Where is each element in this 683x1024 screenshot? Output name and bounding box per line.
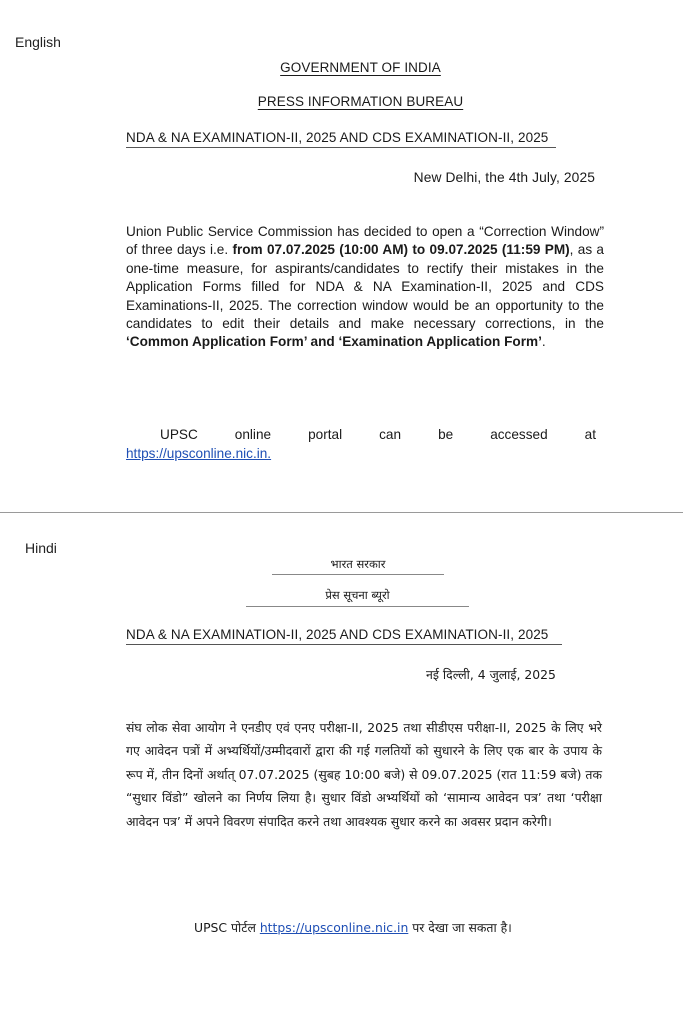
section-label-hindi: Hindi	[25, 540, 57, 556]
section-divider	[0, 512, 683, 513]
subject-line	[126, 130, 596, 148]
para-text-2: , as a one-time measure, for aspirants/candidates to rectify their mistakes in the Application Forms filled for NDA & NA Examination-II, 2025 and CDS Examinations-II, 2025. The correction window would be an opportunity to the candidates to edit their details and make necessary corrections, in the	[126, 242, 604, 332]
header-pib-text: PRESS INFORMATION BUREAU	[257, 94, 464, 109]
para-dates: from 07.07.2025 (10:00 AM) to 09.07.2025 (11:59 PM)	[232, 242, 570, 258]
para-text-3: .	[541, 334, 546, 350]
subject-text: NDA & NA EXAMINATION-II, 2025 AND CDS EXAMINATION-II, 2025	[126, 130, 556, 148]
hindi-subject-text: NDA & NA EXAMINATION-II, 2025 AND CDS EXAMINATION-II, 2025	[126, 627, 562, 645]
portal-word: at	[584, 427, 596, 442]
para-text-1: Union Public Service Commission has decided to open a “Correction Window” of three days i.e.	[126, 224, 604, 258]
dateline: New Delhi, the 4th July, 2025	[413, 170, 595, 185]
hindi-body-paragraph: संघ लोक सेवा आयोग ने एनडीए एवं एनए परीक्षा-II, 2025 तथा सीडीएस परीक्षा-II, 2025 के लिए भरे गए आवेदन पत्रों में अभ्यर्थियों/उम्मीदवारों द्वारा की गई गलतियों को सुधारने के लिए एक बार के उपाय के रूप में, तीन दिनों अर्थात् 07.07.2025 (सुबह 10:00 बजे) से 09.07.2025 (रात 11:59 बजे) तक “सुधार विंडो” खोलने का निर्णय लिया है। सुधार विंडो अभ्यर्थियों को ‘सामान्य आवेदन पत्र’ तथा ‘परीक्षा आवेदन पत्र’ में अपने विवरण संपादित करने तथा आवश्यक सुधार करने का अवसर प्रदान करेगी।	[126, 720, 602, 829]
hindi-subject-line	[126, 627, 596, 645]
hindi-header-government: भारत सरकार	[330, 557, 386, 571]
portal-word: can	[379, 427, 402, 442]
portal-word: UPSC	[160, 427, 198, 442]
hindi-header-pib: प्रेस सूचना ब्यूरो	[325, 588, 390, 602]
header-government	[0, 60, 683, 75]
header-government-text: GOVERNMENT OF INDIA	[280, 60, 441, 75]
hindi-header-rule	[272, 574, 444, 575]
portal-paragraph	[126, 426, 596, 466]
hindi-portal-link[interactable]: https://upsconline.nic.in	[259, 920, 409, 935]
hindi-portal-paragraph	[194, 916, 614, 939]
hindi-dateline: नई दिल्ली, 4 जुलाई, 2025	[426, 667, 556, 682]
hindi-header-rule	[246, 606, 469, 607]
portal-word: accessed	[490, 427, 548, 442]
hindi-portal-prefix: UPSC पोर्टल	[194, 920, 260, 935]
hindi-portal-suffix: पर देखा जा सकता है।	[408, 920, 512, 935]
portal-word: online	[234, 427, 272, 442]
section-label-english: English	[15, 34, 61, 50]
portal-word: be	[438, 427, 454, 442]
portal-words	[126, 426, 596, 444]
para-forms: ‘Common Application Form’ and ‘Examination Application Form’	[126, 334, 542, 350]
body-paragraph	[126, 223, 604, 352]
portal-link[interactable]: https://upsconline.nic.in.	[126, 446, 272, 462]
header-pib	[0, 94, 683, 109]
portal-word: portal	[308, 427, 343, 442]
